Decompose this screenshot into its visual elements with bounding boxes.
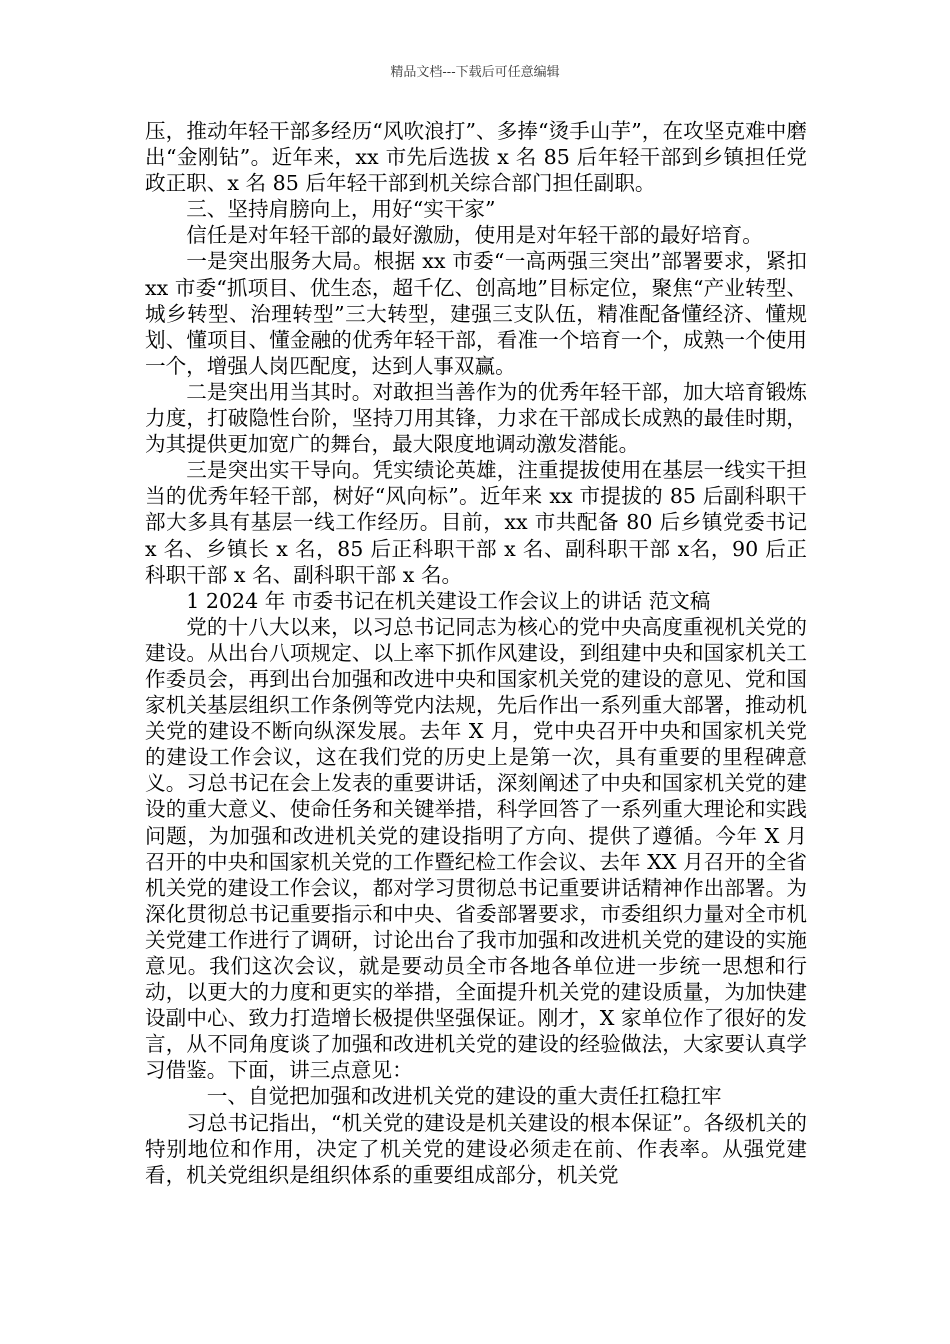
article-title: 1 2024 年 市委书记在机关建设工作会议上的讲话 范文稿 [186, 588, 711, 613]
page-header: 精品文档---下载后可任意编辑 [390, 65, 560, 80]
paragraph: 信任是对年轻干部的最好激励，使用是对年轻干部的最好培育。 [186, 223, 763, 248]
paragraph-continuation: 压，推动年轻干部多经历“风吹浪打”、多捧“烫手山芋”，在攻坚克难中磨出“金刚钻”。近年来，xx 市先后选拔 x 名 85 后年轻干部到乡镇担任党政正职、x 名 85 后年轻干部到机关综合部门担任副职。 [145, 119, 807, 196]
document-body [145, 118, 807, 1188]
paragraph: 习总书记指出，“机关党的建设是机关建设的根本保证”。各级机关的特别地位和作用，决定了机关党的建设必须走在前、作表率。从强党建看，机关党组织是组织体系的重要组成部分，机关党 [145, 1110, 807, 1187]
paragraph: 二是突出用当其时。对敢担当善作为的优秀年轻干部，加大培育锻炼力度，打破隐性台阶，坚持刀用其锋，力求在干部成长成熟的最佳时期，为其提供更加宽广的舞台，最大限度地调动激发潜能。 [145, 379, 807, 457]
paragraph: 一是突出服务大局。根据 xx 市委“一高两强三突出”部署要求，紧扣 xx 市委“抓项目、优生态，超千亿、创高地”目标定位，聚焦“产业转型、城乡转型、治理转型”三大转型，建强三支队伍，精准配备懂经济、懂规划、懂项目、懂金融的优秀年轻干部，看准一个培育一个，成熟一个使用一个，增强人岗匹配度，达到人事双赢。 [145, 249, 807, 378]
paragraph: 三是突出实干导向。凭实绩论英雄，注重提拔使用在基层一线实干担当的优秀年轻干部，树好“风向标”。近年来 xx 市提拔的 85 后副科职干部大多具有基层一线工作经历。目前，xx 市共配备 80 后乡镇党委书记 x 名、乡镇长 x 名，85 后正科职干部 x 名、副科职干部 x名，90 后正科职干部 x 名、副科职干部 x 名。 [145, 458, 807, 587]
section-heading-three: 三、坚持肩膀向上，用好“实干家” [186, 197, 496, 222]
section-heading-one: 一、自觉把加强和改进机关党的建设的重大责任扛稳扛牢 [206, 1084, 722, 1109]
paragraph: 党的十八大以来，以习总书记同志为核心的党中央高度重视机关党的建设。从出台八项规定、以上率下抓作风建设，到组建中央和国家机关工作委员会，再到出台加强和改进中央和国家机关党的建设的意见、党和国家机关基层组织工作条例等党内法规，先后作出一系列重大部署，推动机关党的建设不断向纵深发展。去年 X 月，党中央召开中央和国家机关党的建设工作会议，这在我们党的历史上是第一次，具有重要的里程碑意义。习总书记在会上发表的重要讲话，深刻阐述了中央和国家机关党的建设的重大意义、使命任务和关键举措，科学回答了一系列重大理论和实践问题，为加强和改进机关党的建设指明了方向、提供了遵循。今年 X 月召开的中央和国家机关党的工作暨纪检工作会议、去年 XX 月召开的全省机关党的建设工作会议，都对学习贯彻总书记重要讲话精神作出部署。为深化贯彻总书记重要指示和中央、省委部署要求，市委组织力量对全市机关党建工作进行了调研，讨论出台了我市加强和改进机关党的建设的实施意见。我们这次会议，就是要动员全市各地各单位进一步统一思想和行动，以更大的力度和更实的举措，全面提升机关党的建设质量，为加快建设副中心、致力打造增长极提供坚强保证。刚才，X 家单位作了很好的发言，从不同角度谈了加强和改进机关党的建设的经验做法，大家要认真学习借鉴。下面，讲三点意见： [145, 614, 807, 1083]
